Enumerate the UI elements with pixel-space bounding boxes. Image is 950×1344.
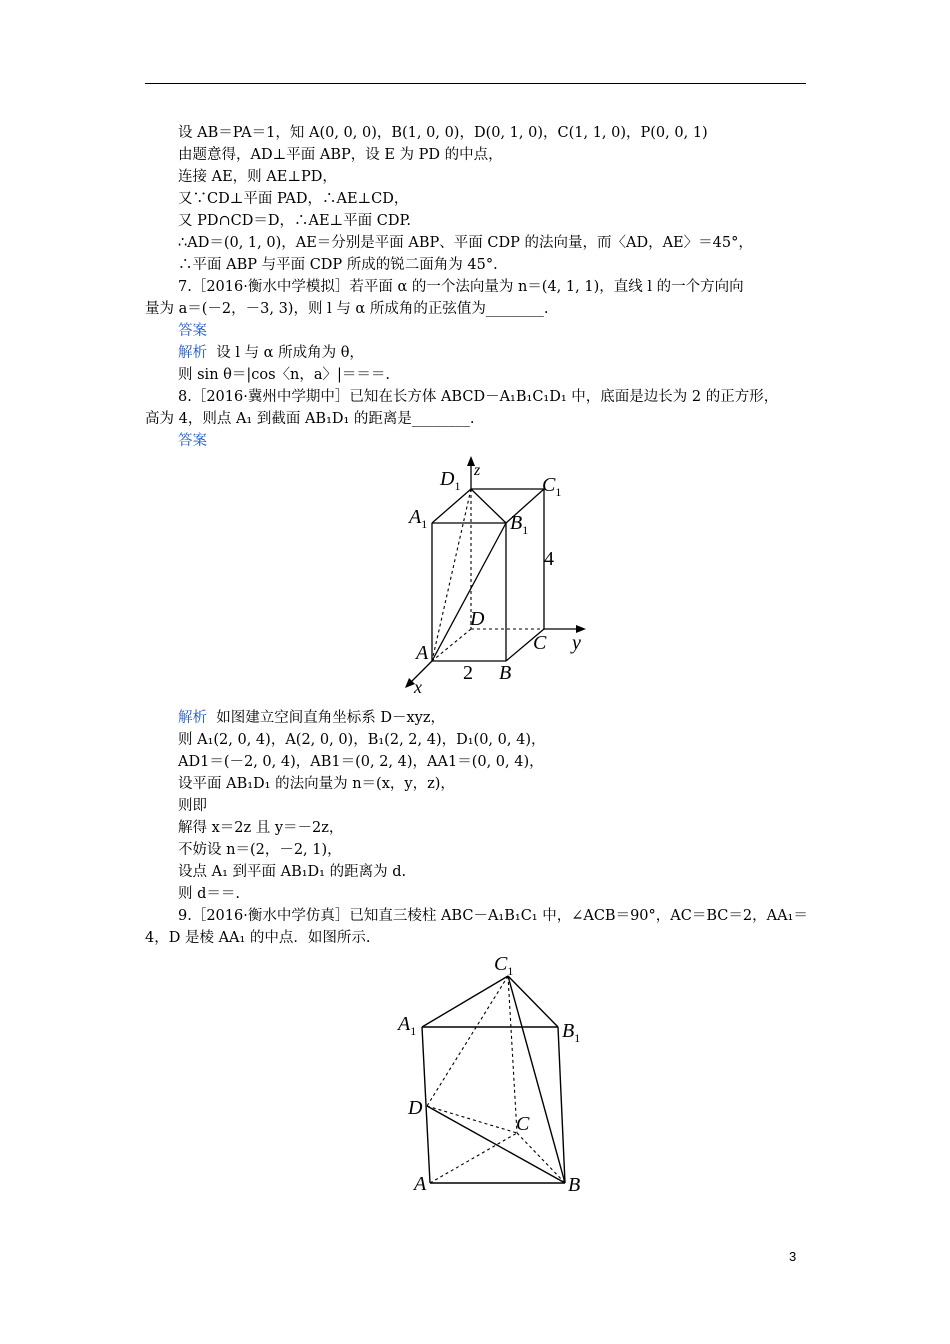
- text-line: 又∵CD⊥平面 PAD，∴AE⊥CD，: [178, 191, 409, 207]
- text-line: 又 PD∩CD＝D，∴AE⊥平面 CDP.: [178, 213, 411, 229]
- hidden-d1-a: [432, 489, 471, 661]
- label-z: z: [474, 462, 481, 479]
- text-line: 设 AB＝PA＝1，知 A(0, 0, 0)，B(1, 0, 0)，D(0, 1, 0)，C(1, 1, 0)，P(0, 0, 1): [178, 125, 708, 141]
- analysis-text: 设 l 与 α 所成角为 θ，: [216, 345, 364, 361]
- label-width: 2: [463, 662, 473, 684]
- edge-a1-a: [422, 1027, 430, 1183]
- hidden-d-c: [427, 1106, 517, 1133]
- label-height: 4: [544, 548, 554, 570]
- text-line: 连接 AE，则 AE⊥PD，: [178, 169, 337, 185]
- label-b1: $B_1$: [562, 1020, 581, 1045]
- label-a: A: [414, 1173, 427, 1195]
- text-line: 解得 x＝2z 且 y＝－2z，: [178, 820, 344, 836]
- header-rule: [145, 83, 806, 84]
- analysis-label: 解析: [178, 710, 207, 726]
- analysis-line: [178, 708, 445, 728]
- segment-d-b: [427, 1106, 565, 1183]
- label-a1: $A_1$: [409, 506, 428, 531]
- label-b1: $B_1$: [510, 512, 529, 537]
- text-line: ∴平面 ABP 与平面 CDP 所成的锐二面角为 45°.: [178, 257, 498, 273]
- question-7: 7.［2016·衡水中学模拟］若平面 α 的一个法向量为 n＝(4, 1, 1)，直线 l 的一个方向向: [178, 279, 744, 295]
- page-number: 3: [789, 1249, 797, 1264]
- answer-label: 答案: [178, 433, 207, 449]
- label-d: D: [470, 608, 485, 630]
- text-line: 由题意得，AD⊥平面 ABP，设 E 为 PD 的中点，: [178, 147, 503, 163]
- answer-label: 答案: [178, 323, 207, 339]
- edge-a1-d1: [432, 489, 471, 523]
- label-a1: $A_1$: [398, 1013, 417, 1038]
- text-line: 设点 A₁ 到平面 AB₁D₁ 的距离为 d.: [178, 864, 407, 880]
- question-7-cont: 量为 a＝(－2，－3, 3)，则 l 与 α 所成角的正弦值为________.: [145, 301, 549, 317]
- text-line: 则 d＝＝.: [178, 886, 240, 902]
- cuboid-figure: [398, 451, 598, 701]
- text-line: 则即: [178, 798, 207, 814]
- question-9: 9.［2016·衡水中学仿真］已知直三棱柱 ABC－A₁B₁C₁ 中，∠ACB＝90°，AC＝BC＝2，AA₁＝: [178, 908, 808, 924]
- label-c1: $C_1$: [494, 953, 514, 978]
- label-d: D: [408, 1097, 423, 1119]
- question-9-cont: 4，D 是棱 AA₁ 的中点．如图所示.: [145, 930, 371, 946]
- edge-a1-c1: [422, 976, 508, 1027]
- text-line: AD1＝(－2, 0, 4)，AB1＝(0, 2, 4)，AA1＝(0, 0, 4)，: [178, 754, 544, 770]
- analysis-line: [178, 343, 364, 363]
- label-a: A: [416, 642, 429, 664]
- label-c: C: [533, 632, 547, 654]
- label-y: y: [572, 632, 581, 654]
- diag-a-b1: [432, 523, 506, 661]
- analysis-text: 如图建立空间直角坐标系 D－xyz，: [216, 710, 445, 726]
- prism-figure: [390, 950, 600, 1210]
- text-line: ∴AD＝(0, 1, 0)，AE＝分别是平面 ABP、平面 CDP 的法向量，而〈AD，AE〉＝45°，: [178, 235, 753, 251]
- segment-c1-b: [508, 976, 565, 1183]
- label-c1: $C_1$: [542, 474, 562, 499]
- hidden-c1-d: [427, 976, 508, 1106]
- analysis-label: 解析: [178, 345, 207, 361]
- hidden-c1-c: [508, 976, 517, 1133]
- text-line: 则 A₁(2, 0, 4)，A(2, 0, 0)，B₁(2, 2, 4)，D₁(0, 0, 4)，: [178, 732, 546, 748]
- label-x: x: [414, 677, 422, 697]
- hidden-a-c: [430, 1133, 517, 1183]
- label-b: B: [568, 1174, 581, 1196]
- text-line: 则 sin θ＝|cos〈n，a〉|＝＝＝.: [178, 367, 391, 383]
- hidden-d-a: [432, 629, 471, 661]
- label-c: C: [516, 1113, 530, 1135]
- label-b: B: [499, 662, 512, 684]
- label-d1: $D_1$: [440, 468, 461, 493]
- diag-d1-b1: [471, 489, 506, 523]
- text-line: 设平面 AB₁D₁ 的法向量为 n＝(x，y，z)，: [178, 776, 455, 792]
- question-8: 8.［2016·冀州中学期中］已知在长方体 ABCD－A₁B₁C₁D₁ 中，底面是边长为 2 的正方形，: [178, 389, 779, 405]
- text-line: 不妨设 n＝(2，－2, 1)，: [178, 842, 342, 858]
- question-8-cont: 高为 4，则点 A₁ 到截面 AB₁D₁ 的距离是________.: [145, 411, 475, 427]
